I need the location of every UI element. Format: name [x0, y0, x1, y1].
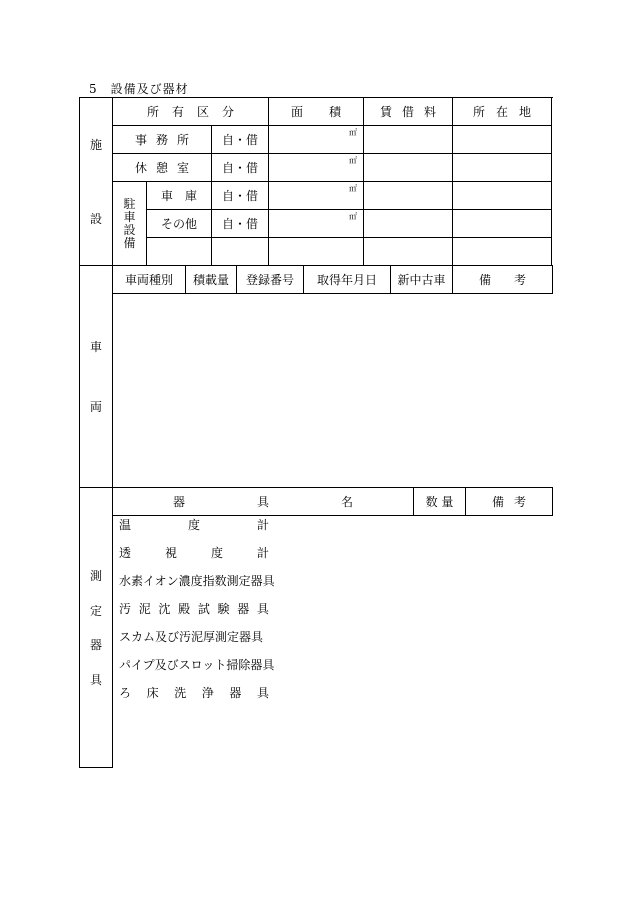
- header-vehicle-type: 車両種別: [113, 266, 186, 294]
- vehicle-cell: [237, 349, 304, 377]
- vehicle-cell: [237, 294, 304, 322]
- vehicle-cell: [304, 349, 391, 377]
- vehicle-cell: [237, 433, 304, 461]
- row-other-location: [453, 210, 552, 238]
- vehicle-cell: [113, 322, 186, 350]
- equipment-item-text: 浄: [201, 686, 214, 700]
- vehicle-cell: [113, 294, 186, 322]
- equipment-item-text: 温: [119, 518, 132, 532]
- vehicle-cell: [304, 405, 391, 433]
- vehicle-cell: [391, 294, 453, 322]
- equipment-quantity-cell: [414, 544, 466, 572]
- vehicle-cell: [391, 433, 453, 461]
- vehicle-cell: [237, 405, 304, 433]
- equipment-item-name: [113, 628, 414, 656]
- equipment-item-text: 具: [256, 602, 269, 616]
- equipment-remarks-cell: [466, 684, 553, 712]
- equipment-item-text: 具: [256, 686, 269, 700]
- row-other-rent: [364, 210, 453, 238]
- equipment-quantity-cell: [414, 684, 466, 712]
- vehicle-cell: [453, 460, 553, 488]
- vehicle-cell: [304, 377, 391, 405]
- row-blank-ownership: [212, 238, 269, 266]
- row-blank-name: [147, 238, 212, 266]
- header-area: 面 積: [269, 98, 364, 126]
- equipment-remarks-cell: [466, 516, 553, 544]
- vehicle-cell: [391, 322, 453, 350]
- vehicle-cell: [186, 322, 237, 350]
- vehicle-cell: [113, 460, 186, 488]
- row-garage-location: [453, 182, 552, 210]
- vehicle-cell: [113, 349, 186, 377]
- equipment-item-text: 殿: [178, 602, 191, 616]
- equipment-item-name: [113, 572, 414, 600]
- row-restroom-location: [453, 154, 552, 182]
- vehicle-cell: [453, 433, 553, 461]
- vehicle-cell: [186, 294, 237, 322]
- equipment-quantity-cell: [414, 600, 466, 628]
- vehicle-cell: [304, 433, 391, 461]
- facilities-label: 施 設: [80, 98, 113, 266]
- equipment-item-name: [113, 712, 414, 740]
- equipment-item-text: 泥: [138, 602, 151, 616]
- row-restroom-rent: [364, 154, 453, 182]
- row-other-area: ㎡: [269, 210, 364, 238]
- equipment-item-text: ろ: [119, 686, 132, 700]
- row-garage-area: ㎡: [269, 182, 364, 210]
- vehicle-cell: [453, 377, 553, 405]
- header-ownership: 所 有 区 分: [113, 98, 269, 126]
- row-garage-name: 車 庫: [147, 182, 212, 210]
- equipment-item-text: 洗: [174, 686, 187, 700]
- parking-facility-label: 駐 車 設 備: [113, 182, 147, 266]
- equipment-item-text: スカム及び汚泥厚測定器具: [119, 630, 264, 644]
- row-other-name: その他: [147, 210, 212, 238]
- vehicle-cell: [186, 377, 237, 405]
- row-office-ownership: 自・借: [212, 126, 269, 154]
- vehicle-cell: [304, 294, 391, 322]
- vehicle-cell: [391, 405, 453, 433]
- vehicle-cell: [453, 322, 553, 350]
- equipment-quantity-cell: [414, 656, 466, 684]
- equipment-quantity-cell: [414, 572, 466, 600]
- equipment-item-text: 度: [187, 518, 200, 532]
- vehicle-cell: [453, 349, 553, 377]
- equipment-item-text: 汚: [119, 602, 132, 616]
- header-rent: 賃 借 料: [364, 98, 453, 126]
- equipment-label: 測 定 器 具: [80, 488, 113, 768]
- header-acquisition-date: 取得年月日: [304, 266, 391, 294]
- equipment-item-name: [113, 600, 414, 628]
- equipment-remarks-cell: [466, 712, 553, 740]
- vehicle-cell: [113, 405, 186, 433]
- equipment-quantity-cell: [414, 628, 466, 656]
- equipment-item-text: 計: [256, 518, 269, 532]
- vehicle-cell: [237, 322, 304, 350]
- section-title: 5 設備及び器材: [89, 82, 189, 96]
- vehicle-cell: [237, 377, 304, 405]
- equipment-quantity-cell: [414, 516, 466, 544]
- equipment-item-text: 験: [217, 602, 230, 616]
- vehicle-cell: [186, 349, 237, 377]
- vehicle-cell: [391, 460, 453, 488]
- vehicle-cell: [237, 460, 304, 488]
- row-blank-rent: [364, 238, 453, 266]
- row-office-name: 事 務 所: [113, 126, 212, 154]
- row-other-ownership: 自・借: [212, 210, 269, 238]
- equipment-quantity-cell: [414, 740, 466, 768]
- header-new-used: 新中古車: [391, 266, 453, 294]
- header-equipment-name: 器 具 名: [113, 488, 414, 516]
- vehicle-cell: [391, 377, 453, 405]
- equipment-item-text: 試: [197, 602, 210, 616]
- equipment-item-name: [113, 544, 414, 572]
- equipment-item-text: 沈: [158, 602, 171, 616]
- equipment-item-name: [113, 516, 414, 544]
- facilities-table: [79, 97, 553, 266]
- equipment-quantity-cell: [414, 712, 466, 740]
- equipment-table: [79, 487, 553, 768]
- vehicle-cell: [453, 405, 553, 433]
- equipment-remarks-cell: [466, 740, 553, 768]
- row-office-rent: [364, 126, 453, 154]
- row-restroom-ownership: 自・借: [212, 154, 269, 182]
- equipment-item-text: 水素イオン濃度指数測定器具: [119, 574, 275, 588]
- equipment-item-text: 床: [146, 686, 159, 700]
- header-location: 所 在 地: [453, 98, 552, 126]
- row-restroom-area: ㎡: [269, 154, 364, 182]
- vehicle-cell: [186, 433, 237, 461]
- row-office-location: [453, 126, 552, 154]
- row-restroom-name: 休 憩 室: [113, 154, 212, 182]
- vehicle-cell: [186, 405, 237, 433]
- vehicle-cell: [186, 460, 237, 488]
- equipment-item-text: 器: [237, 602, 250, 616]
- vehicle-cell: [391, 349, 453, 377]
- row-blank-location: [453, 238, 552, 266]
- equipment-item-text: 透: [119, 546, 132, 560]
- vehicle-cell: [113, 377, 186, 405]
- row-blank-area: [269, 238, 364, 266]
- row-office-area: ㎡: [269, 126, 364, 154]
- vehicles-label: 車 両: [80, 266, 113, 488]
- header-equipment-remarks: 備 考: [466, 488, 553, 516]
- vehicles-table: [79, 265, 553, 488]
- equipment-item-text: パイプ及びスロット掃除器具: [119, 658, 275, 672]
- equipment-remarks-cell: [466, 656, 553, 684]
- equipment-remarks-cell: [466, 600, 553, 628]
- row-garage-ownership: 自・借: [212, 182, 269, 210]
- equipment-remarks-cell: [466, 544, 553, 572]
- header-vehicle-remarks: 備 考: [453, 266, 553, 294]
- equipment-item-name: [113, 684, 414, 712]
- equipment-item-text: 視: [164, 546, 177, 560]
- row-garage-rent: [364, 182, 453, 210]
- vehicle-cell: [453, 294, 553, 322]
- header-load-capacity: 積載量: [186, 266, 237, 294]
- equipment-item-text: 度: [210, 546, 223, 560]
- equipment-remarks-cell: [466, 628, 553, 656]
- equipment-item-name: [113, 740, 414, 768]
- vehicle-cell: [304, 460, 391, 488]
- equipment-item-text: 器: [229, 686, 242, 700]
- vehicle-cell: [113, 433, 186, 461]
- equipment-item-text: 計: [256, 546, 269, 560]
- header-registration-number: 登録番号: [237, 266, 304, 294]
- header-quantity: 数 量: [414, 488, 466, 516]
- vehicle-cell: [304, 322, 391, 350]
- equipment-remarks-cell: [466, 572, 553, 600]
- equipment-item-name: [113, 656, 414, 684]
